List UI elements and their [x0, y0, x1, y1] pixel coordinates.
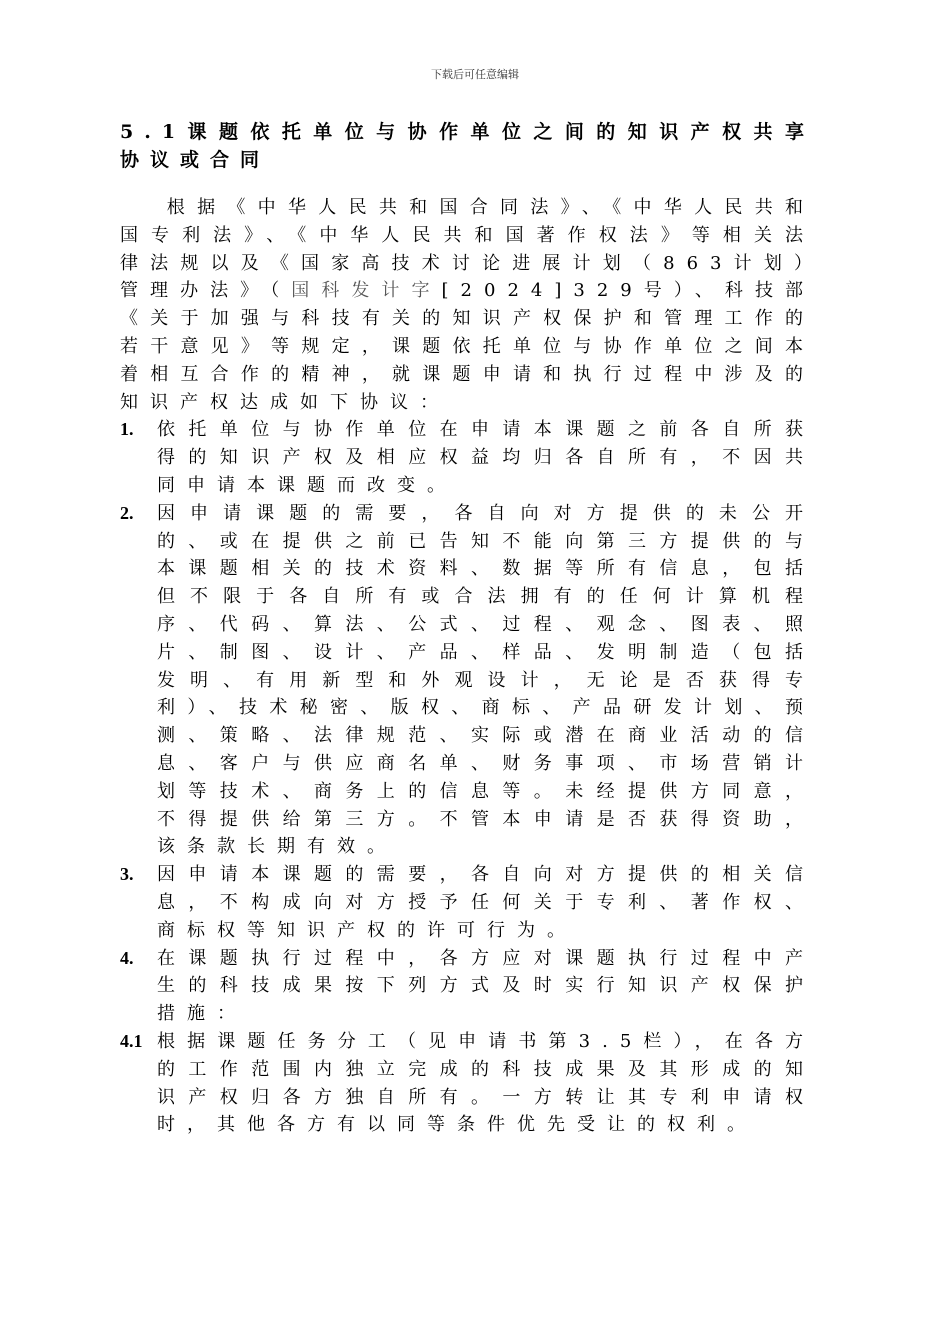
intro-text-a: 根据《中华人民共和国合同法》、《中华人民共和国专利法》、《中华人民共和国著作权法》等相关法律法规以及《国家高技术讨论进展计划（863计划）管理办法》（	[120, 197, 815, 302]
item-text: 因申请本课题的需要，各自向对方提供的相关信息，不构成向对方授予任何关于专利、著作权、商标权等知识产权的许可行为。	[157, 864, 815, 941]
section-title: 5.1课题依托单位与协作单位之间的知识产权共享协议或合同	[120, 121, 815, 171]
header-note: 下载后可任意编辑	[431, 68, 519, 81]
item-number: 3.	[120, 864, 134, 885]
item-number: 2.	[120, 502, 134, 523]
item-text: 依托单位与协作单位在申请本课题之前各自所获得的知识产权及相应权益均归各自所有，不因共同申请本课题而改变。	[157, 419, 815, 496]
intro-paragraph	[120, 194, 815, 416]
intro-text-b: [2024]329号）、科技部《关于加强与科技有关的知识产权保护和管理工作的若干意见》等规定，课题依托单位与协作单位之间本着相互合作的精神，就课题申请和执行过程中涉及的知识产权达成如下协议：	[120, 280, 816, 413]
item-number: 4.1	[120, 1030, 143, 1051]
item-text: 因申请课题的需要，各自向对方提供的未公开的、或在提供之前已告知不能向第三方提供的与本课题相关的技术资料、数据等所有信息，包括但不限于各自所有或合法拥有的任何计算机程序、代码、算法、公式、过程、观念、图表、照片、制图、设计、产品、样品、发明制造（包括发明、有用新型和外观设计，无论是否获得专利）、技术秘密、版权、商标、产品研发计划、预测、策略、法律规范、实际或潜在商业活动的信息、客户与供应商名单、财务事项、市场营销计划等技术、商务上的信息等。未经提供方同意，不得提供给第三方。不管本申请是否获得资助，该条款长期有效。	[157, 502, 815, 858]
item-text: 在课题执行过程中，各方应对课题执行过程中产生的科技成果按下列方式及时实行知识产权保护措施：	[157, 947, 815, 1025]
list-item	[120, 416, 815, 499]
list-item	[120, 945, 815, 1028]
item-number: 4.	[120, 947, 134, 968]
list-item	[120, 1028, 815, 1139]
document-body	[120, 194, 815, 1139]
item-text: 根据课题任务分工（见申请书第3.5栏），在各方的工作范围内独立完成的科技成果及其形成的知识产权归各方独自所有。一方转让其专利申请权时，其他各方有以同等条件优先受让的权利。	[157, 1030, 815, 1136]
list-item	[120, 861, 815, 944]
list-item	[120, 500, 815, 861]
intro-reference: 国科发计字	[291, 280, 442, 302]
item-number: 1.	[120, 419, 134, 440]
